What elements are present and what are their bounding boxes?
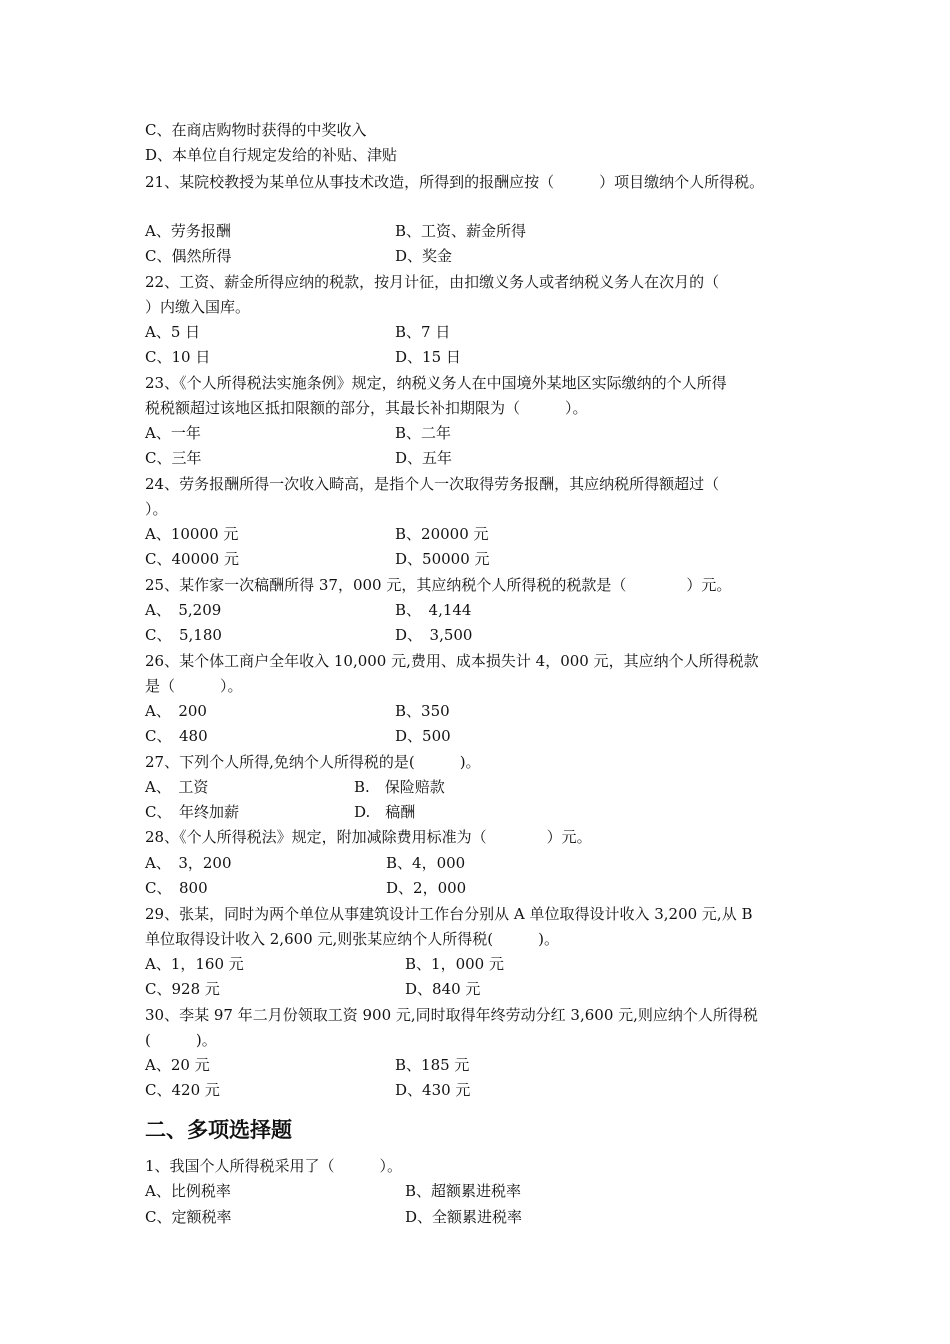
text-line: 单位取得设计收入 2,600 元,则张某应纳个人所得税( )。 [145,930,559,948]
option-right: D、全额累进税率 [405,1208,523,1226]
option-right: D、50000 元 [395,550,490,568]
option-left: C、928 元 [145,980,220,998]
option-left: A、 5,209 [145,601,222,619]
option-left: C、420 元 [145,1081,220,1099]
text-line: ）。 [145,500,168,518]
text-line: 21、某院校教授为某单位从事技术改造，所得到的报酬应按（ ）项目缴纳个人所得税。 [145,173,765,191]
text-line: C、在商店购物时获得的中奖收入 [145,121,367,139]
option-right: B、超额累进税率 [405,1182,522,1200]
option-right: B、20000 元 [395,525,489,543]
text-line: 1、我国个人所得税采用了（ ）。 [145,1157,403,1175]
text-line: 是（ ）。 [145,677,243,695]
text-line: ）内缴入国库。 [145,298,251,316]
option-right: D、2，000 [386,879,467,897]
option-left: A、1，160 元 [145,955,244,973]
option-right: D、500 [395,727,451,745]
option-right: D、 3,500 [395,626,473,644]
option-right: D、五年 [395,449,453,467]
option-left: A、 工资 [145,778,209,796]
text-line: D、本单位自行规定发给的补贴、津贴 [145,146,398,164]
option-left: A、 200 [145,702,207,720]
text-line: 22、工资、薪金所得应纳的税款，按月计征，由扣缴义务人或者纳税义务人在次月的（ [145,273,720,291]
option-left: C、40000 元 [145,550,239,568]
text-line: 24、劳务报酬所得一次收入畸高，是指个人一次取得劳务报酬，其应纳税所得额超过（ [145,475,720,493]
option-right: D. 稿酬 [354,803,416,821]
option-left: C、 800 [145,879,208,897]
option-right: B、 4,144 [395,601,472,619]
option-right: B、7 日 [395,323,451,341]
option-right: D、奖金 [395,247,453,265]
option-left: C、偶然所得 [145,247,232,265]
option-right: D、840 元 [405,980,481,998]
option-right: D、15 日 [395,348,461,366]
option-left: A、5 日 [145,323,201,341]
text-line: 税税额超过该地区抵扣限额的部分，其最长补扣期限为（ ）。 [145,399,588,417]
option-right: B、1，000 元 [405,955,504,973]
text-line: 25、某作家一次稿酬所得 37，000 元，其应纳税个人所得税的税款是（ ）元。 [145,576,732,594]
option-left: A、10000 元 [145,525,239,543]
option-left: C、10 日 [145,348,211,366]
option-left: C、 年终加薪 [145,803,239,821]
text-line: 30、李某 97 年二月份领取工资 900 元,同时取得年终劳动分红 3,600 元,则应纳个人所得税 [145,1006,758,1024]
option-left: A、比例税率 [145,1182,231,1200]
text-line: 23、《个人所得税法实施条例》规定，纳税义务人在中国境外某地区实际缴纳的个人所得 [145,374,727,392]
option-right: D、430 元 [395,1081,471,1099]
option-right: B、二年 [395,424,452,442]
text-line: 26、某个体工商户全年收入 10,000 元,费用、成本损失计 4，000 元，其应纳个人所得税款 [145,652,759,670]
text-line: 27、下列个人所得,免纳个人所得税的是( )。 [145,753,481,771]
option-left: C、三年 [145,449,202,467]
option-left: C、 480 [145,727,208,745]
section-heading: 二、多项选择题 [145,1118,292,1142]
option-left: A、 3，200 [145,854,232,872]
text-line: ( )。 [145,1031,217,1049]
option-right: B、185 元 [395,1056,470,1074]
option-left: C、 5,180 [145,626,222,644]
option-left: A、20 元 [145,1056,210,1074]
option-right: B、工资、薪金所得 [395,222,527,240]
option-left: A、一年 [145,424,201,442]
option-right: B、350 [395,702,450,720]
text-line: 28、《个人所得税法》规定，附加减除费用标准为（ ）元。 [145,828,592,846]
option-left: C、定额税率 [145,1208,232,1226]
option-left: A、劳务报酬 [145,222,231,240]
text-line: 29、张某，同时为两个单位从事建筑设计工作台分别从 A 单位取得设计收入 3,200 元,从 B [145,905,753,923]
option-right: B、4，000 [386,854,466,872]
option-right: B. 保险赔款 [354,778,445,796]
